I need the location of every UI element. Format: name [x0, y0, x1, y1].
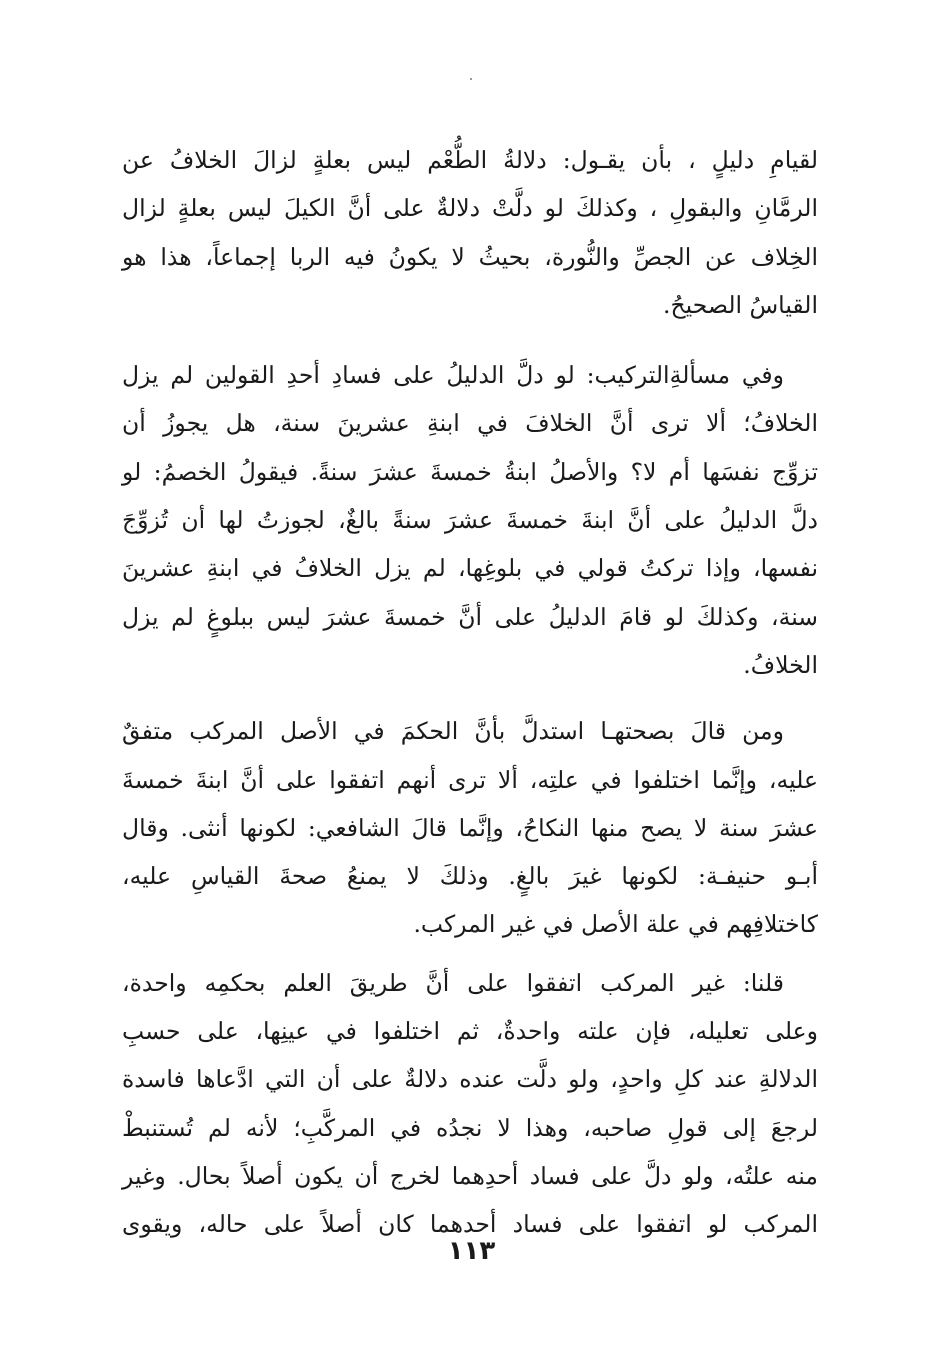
text-line: الخلافُ؛ ألا ترى أنَّ الخلافَ في ابنةِ عشرينَ سنة، هل يجوزُ أن	[122, 409, 818, 438]
text-line: عليه، وإنَّما اختلفوا في علتِه، ألا ترى أنهم اتفقوا على أنَّ ابنةَ خمسةَ	[122, 765, 818, 794]
text-line: سنة، وكذلكَ لو قامَ الدليلُ على أنَّ خمسةَ عشرَ ليس ببلوغٍ لم يزل	[122, 602, 818, 631]
text-line: المركب لو اتفقوا على فساد أحدهما كان أصلاً على حاله، ويقوى	[122, 1210, 818, 1239]
text-line: وعلى تعليله، فإن علته واحدةٌ، ثم اختلفوا في عينِها، على حسبِ	[122, 1017, 818, 1046]
paragraph-4	[122, 959, 818, 1249]
text-line: تزوِّج نفسَها أم لا؟ والأصلُ ابنةُ خمسةَ عشرَ سنةً. فيقولُ الخصمُ: لو	[122, 457, 818, 486]
page-number: ١١٣	[447, 1236, 496, 1266]
text-line: عشرَ سنة لا يصح منها النكاحُ، وإنَّما قالَ الشافعي: لكونها أنثى. وقال	[122, 813, 818, 842]
text-line: القياسُ الصحيحُ.	[663, 290, 818, 319]
text-line: الدلالةِ عند كلِ واحدٍ، ولو دلَّت عنده دلالةٌ على أن التي ادَّعاها فاسدة	[122, 1065, 818, 1094]
paper-speck	[470, 78, 472, 80]
page-body	[122, 136, 818, 1249]
text-line: ومن قالَ بصحتهـا استدلَّ بأنَّ الحكمَ في الأصل المركب متفقٌ	[122, 717, 784, 746]
text-line: أبـو حنيفـة: لكونها غيرَ بالغٍ. وذلكَ لا يمنعُ صحةَ القياسِ عليه،	[122, 862, 818, 891]
text-line: منه علتُه، ولو دلَّ على فساد أحدِهما لخرج أن يكون أصلاً بحال. وغير	[122, 1161, 818, 1190]
text-line: الرمَّانِ والبقولِ ، وكذلكَ لو دلَّتْ دلالةٌ على أنَّ الكيلَ ليس بعلةٍ لزال	[122, 194, 818, 223]
paragraph-3	[122, 707, 818, 948]
paragraph-1	[122, 136, 818, 329]
text-line: وفي مسألةِالتركيب: لو دلَّ الدليلُ على فسادِ أحدِ القولين لم يزل	[122, 361, 784, 390]
paragraph-2	[122, 351, 818, 689]
text-line: الخلافُ.	[743, 650, 818, 679]
text-line: كاختلافِهم في علة الأصل في غير المركب.	[413, 910, 818, 939]
text-line: الخِلاف عن الجصِّ والنُّورة، بحيثُ لا يكونُ فيه الربا إجماعاً، هذا هو	[122, 242, 818, 271]
text-line: دلَّ الدليلُ على أنَّ ابنةَ خمسةَ عشرَ سنةً بالغٌ، لجوزتُ لها أن تُزوِّجَ	[122, 506, 818, 535]
text-line: قلنا: غير المركب اتفقوا على أنَّ طريقَ العلم بحكمِه واحدة،	[122, 968, 784, 997]
text-line: نفسها، وإذا تركتُ قولي في بلوغِها، لم يزل الخلافُ في ابنةِ عشرينَ	[122, 554, 818, 583]
text-line: لرجعَ إلى قولِ صاحبه، وهذا لا نجدُه في المركَّبِ؛ لأنه لم تُستنبطْ	[122, 1113, 818, 1142]
text-line: لقيامِ دليلٍ ، بأن يقـول: دلالةُ الطُّعْم ليس بعلةٍ لزالَ الخلافُ عن	[122, 146, 818, 174]
